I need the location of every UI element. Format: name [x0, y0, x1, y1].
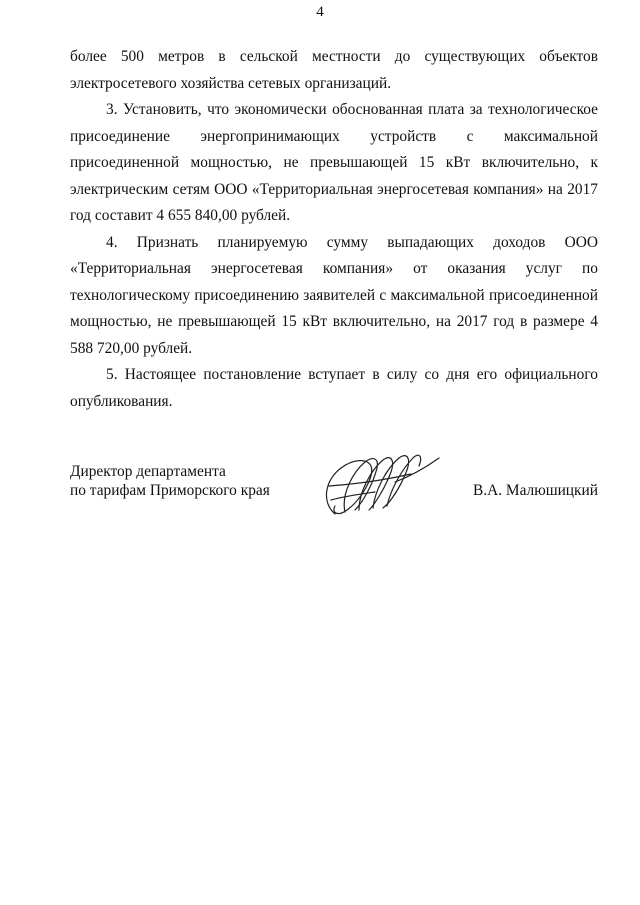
page-number: 4 [316, 4, 324, 20]
signatory-name: В.А. Малюшицкий [472, 482, 598, 499]
signatory-title-line-2: по тарифам Приморского края [70, 482, 270, 499]
signatory-title [70, 462, 270, 500]
paragraph-item-3: 3. Установить, что экономически обоснованная плата за технологическое присоединение энергопринимающих устройств с максимальной присоединенной мощностью, не превышающей 15 кВт включительно, к электрическим сетям ООО «Территориальная энергосетевая компания» на 2017 год составит 4 655 840,00 рублей. [70, 101, 598, 224]
document-body [70, 44, 598, 415]
paragraph-item-4: 4. Признать планируемую сумму выпадающих доходов ООО «Территориальная энергосетевая компания» от оказания услуг по технологическому присоединению заявителей с максимальной присоединенной мощностью, не превышающей 15 кВт включительно, на 2017 год в размере 4 588 720,00 рублей. [70, 233, 598, 357]
paragraph-continuation: более 500 метров в сельской местности до существующих объектов электросетевого хозяйства сетевых организаций. [70, 48, 598, 92]
signatory-title-line-1: Директор департамента [70, 463, 226, 480]
paragraph-item-5: 5. Настоящее постановление вступает в силу со дня его официального опубликования. [70, 366, 598, 410]
handwritten-signature [315, 444, 445, 522]
